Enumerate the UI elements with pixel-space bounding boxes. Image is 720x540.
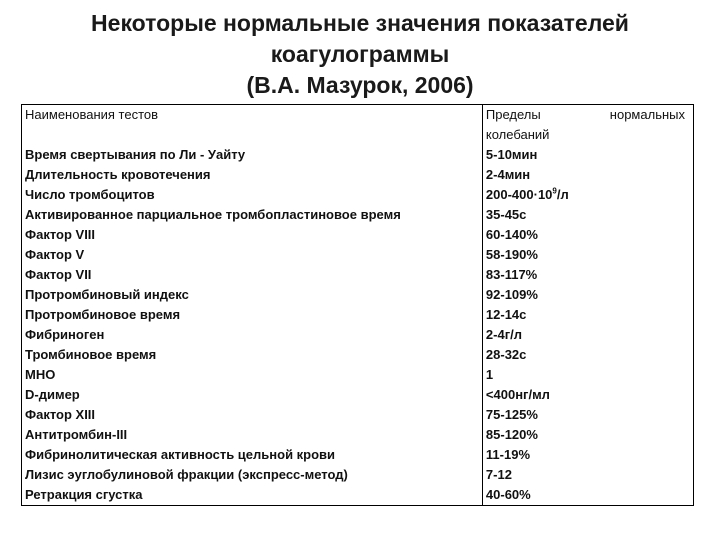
normal-range-cell: 7-12 <box>482 465 693 485</box>
header-test-name: Наименования тестов <box>22 105 483 146</box>
page-title <box>0 0 720 101</box>
normal-range-cell: 40-60% <box>482 485 693 506</box>
header-range-line-2: колебаний <box>485 127 550 142</box>
normal-range-cell: 75-125% <box>482 405 693 425</box>
test-name-cell: Время свертывания по Ли - Уайту <box>22 145 483 165</box>
normal-range-cell: 11-19% <box>482 445 693 465</box>
title-line-3: (В.А. Мазурок, 2006) <box>246 72 474 98</box>
table-header-row <box>22 105 694 146</box>
normal-range-cell: 2-4мин <box>482 165 693 185</box>
test-name-cell: Фактор V <box>22 245 483 265</box>
table-row <box>22 385 694 405</box>
coagulogram-table <box>21 104 694 506</box>
test-name-cell: Лизис эуглобулиновой фракции (экспресс-метод) <box>22 465 483 485</box>
test-name-cell: Протромбиновый индекс <box>22 285 483 305</box>
coagulogram-table-body <box>22 105 694 506</box>
test-name-cell: Длительность кровотечения <box>22 165 483 185</box>
table-row <box>22 465 694 485</box>
table-row <box>22 145 694 165</box>
test-name-cell: Фактор VII <box>22 265 483 285</box>
test-name-cell: Фактор VIII <box>22 225 483 245</box>
table-row <box>22 305 694 325</box>
test-name-cell: Фибринолитическая активность цельной крови <box>22 445 483 465</box>
test-name-cell: МНО <box>22 365 483 385</box>
normal-range-cell: 1 <box>482 365 693 385</box>
value-unit: /л <box>556 187 569 202</box>
table-row <box>22 285 694 305</box>
table-row <box>22 365 694 385</box>
normal-range-cell: 12-14с <box>482 305 693 325</box>
table-row <box>22 485 694 506</box>
test-name-cell: Тромбиновое время <box>22 345 483 365</box>
normal-range-cell: 2-4г/л <box>482 325 693 345</box>
test-name-cell: Протромбиновое время <box>22 305 483 325</box>
table-row <box>22 345 694 365</box>
value-exponent: 9 <box>552 186 557 196</box>
normal-range-cell: 60-140% <box>482 225 693 245</box>
test-name-cell: Число тромбоцитов <box>22 185 483 205</box>
normal-range-cell: 92-109% <box>482 285 693 305</box>
normal-range-cell: 85-120% <box>482 425 693 445</box>
test-name-cell: Ретракция сгустка <box>22 485 483 506</box>
table-row <box>22 325 694 345</box>
header-range-line-1 <box>486 105 693 125</box>
table-row <box>22 425 694 445</box>
table-row <box>22 205 694 225</box>
normal-range-cell: 83-117% <box>482 265 693 285</box>
table-row <box>22 185 694 205</box>
test-name-cell: Антитромбин-III <box>22 425 483 445</box>
test-name-cell: Фактор XIII <box>22 405 483 425</box>
normal-range-cell: 5-10мин <box>482 145 693 165</box>
header-range-word-1: Пределы <box>485 107 541 122</box>
normal-range-cell: <400нг/мл <box>482 385 693 405</box>
test-name-cell: D-димер <box>22 385 483 405</box>
header-range-word-2: нормальных <box>609 107 685 122</box>
title-line-1: Некоторые нормальные значения показателей <box>91 10 629 36</box>
header-normal-range <box>482 105 693 146</box>
value-base: 200-400·10 <box>485 187 553 202</box>
test-name-cell: Активированное парциальное тромбопластиновое время <box>22 205 483 225</box>
normal-range-cell: 58-190% <box>482 245 693 265</box>
table-row <box>22 245 694 265</box>
normal-range-cell <box>482 185 693 205</box>
table-row <box>22 165 694 185</box>
normal-range-cell: 35-45с <box>482 205 693 225</box>
table-row <box>22 405 694 425</box>
table-row <box>22 265 694 285</box>
title-line-2: коагулограммы <box>270 41 450 67</box>
test-name-cell: Фибриноген <box>22 325 483 345</box>
normal-range-cell: 28-32с <box>482 345 693 365</box>
table-row <box>22 445 694 465</box>
table-row <box>22 225 694 245</box>
